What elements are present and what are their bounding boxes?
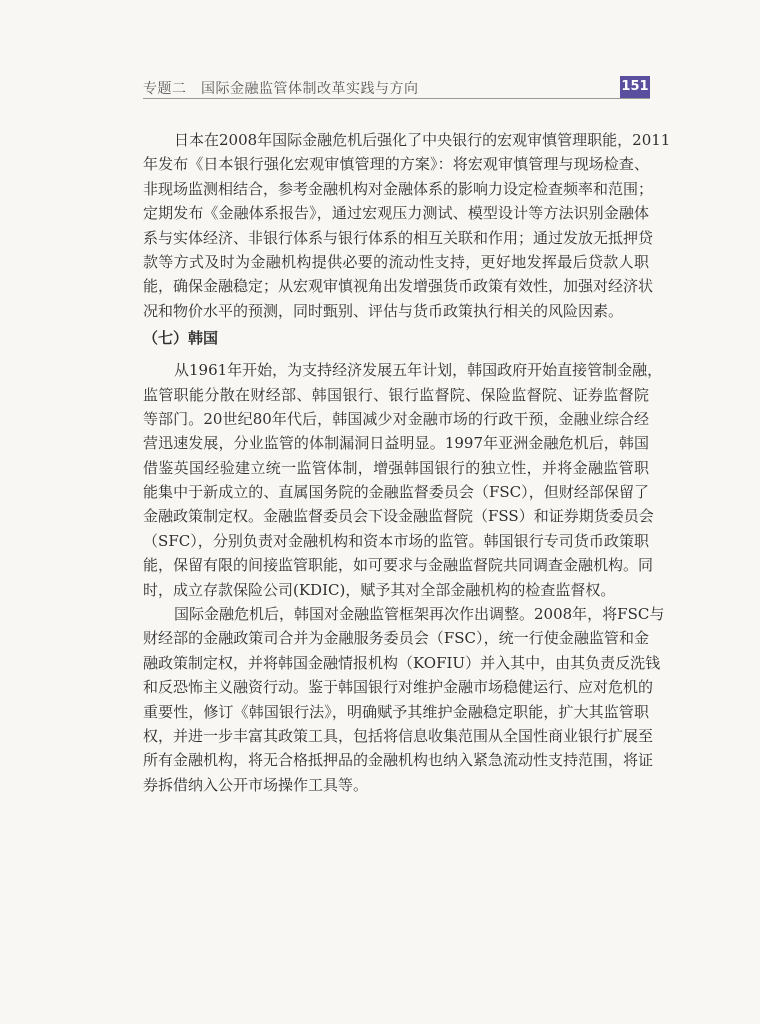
text-line: 营迅速发展，分业监管的体制漏洞日益明显。1997年亚洲金融危机后，韩国 [143, 434, 649, 453]
page-number: 151 [620, 76, 650, 98]
text-line: 年发布《日本银行强化宏观审慎管理的方案》：将宏观审慎管理与现场检查、 [143, 155, 649, 174]
chapter-title: 专题二 国际金融监管体制改革实践与方向 [143, 81, 419, 97]
text-line: 国际金融危机后，韩国对金融监管框架再次作出调整。2008年，将FSC与 [174, 605, 665, 624]
text-line: 况和物价水平的预测，同时甄别、评估与货币政策执行相关的风险因素。 [143, 301, 624, 320]
text-line: 日本在2008年国际金融危机后强化了中央银行的宏观审慎管理职能，2011 [174, 131, 671, 149]
paragraph [143, 602, 665, 797]
section-heading: （七）韩国 [143, 329, 219, 348]
running-header [143, 76, 650, 99]
text-line: 重要性，修订《韩国银行法》，明确赋予其维护金融稳定职能，扩大其监管职 [143, 702, 649, 721]
text-line: 能，确保金融稳定；从宏观审慎视角出发增强货币政策有效性，加强对经济状 [143, 277, 654, 296]
text-line: 和反恐怖主义融资行动。鉴于韩国银行对维护金融市场稳健运行、应对危机的 [143, 678, 654, 697]
text-line: 监管职能分散在财经部、韩国银行、银行监督院、保险监督院、证券监督院 [143, 385, 649, 404]
paragraph [143, 358, 663, 602]
paragraphs-before [143, 128, 671, 323]
paragraph [143, 128, 671, 323]
text-line: 定期发布《金融体系报告》，通过宏观压力测试、模型设计等方法识别金融体 [143, 204, 649, 223]
page-body [143, 128, 671, 797]
text-line: 从1961年开始，为支持经济发展五年计划，韩国政府开始直接管制金融， [174, 361, 663, 380]
text-line: 融政策制定权，并将韩国金融情报机构（KOFIU）并入其中，由其负责反洗钱 [143, 653, 661, 672]
text-line: 非现场监测相结合，参考金融机构对金融体系的影响力设定检查频率和范围； [143, 179, 654, 198]
text-line: 借鉴英国经验建立统一监管体制，增强韩国银行的独立性，并将金融监管职 [143, 458, 649, 477]
text-line: 系与实体经济、非银行体系与银行体系的相互关联和作用；通过发放无抵押贷 [143, 228, 654, 247]
text-line: 金融政策制定权。金融监督委员会下设金融监督院（FSS）和证券期货委员会 [143, 507, 654, 526]
text-line: （SFC），分别负责对金融机构和资本市场的监管。韩国银行专司货币政策职 [143, 531, 649, 550]
text-line: 款等方式及时为金融机构提供必要的流动性支持，更好地发挥最后贷款人职 [143, 252, 649, 271]
text-line: 财经部的金融政策司合并为金融服务委员会（FSC），统一行使金融监管和金 [143, 629, 649, 648]
text-line: 所有金融机构，将无合格抵押品的金融机构也纳入紧急流动性支持范围，将证 [143, 751, 654, 770]
text-line: 能，保留有限的间接监管职能，如可要求与金融监督院共同调查金融机构。同 [143, 556, 654, 575]
text-line: 等部门。20世纪80年代后，韩国减少对金融市场的行政干预，金融业综合经 [143, 409, 649, 428]
text-line: 时，成立存款保险公司(KDIC)，赋予其对全部金融机构的检查监督权。 [143, 580, 616, 599]
paragraphs-after [143, 358, 665, 797]
text-line: 券拆借纳入公开市场操作工具等。 [143, 775, 369, 794]
text-line: 权，并进一步丰富其政策工具，包括将信息收集范围从全国性商业银行扩展至 [143, 726, 654, 745]
text-line: 能集中于新成立的、直属国务院的金融监督委员会（FSC），但财经部保留了 [143, 483, 649, 502]
